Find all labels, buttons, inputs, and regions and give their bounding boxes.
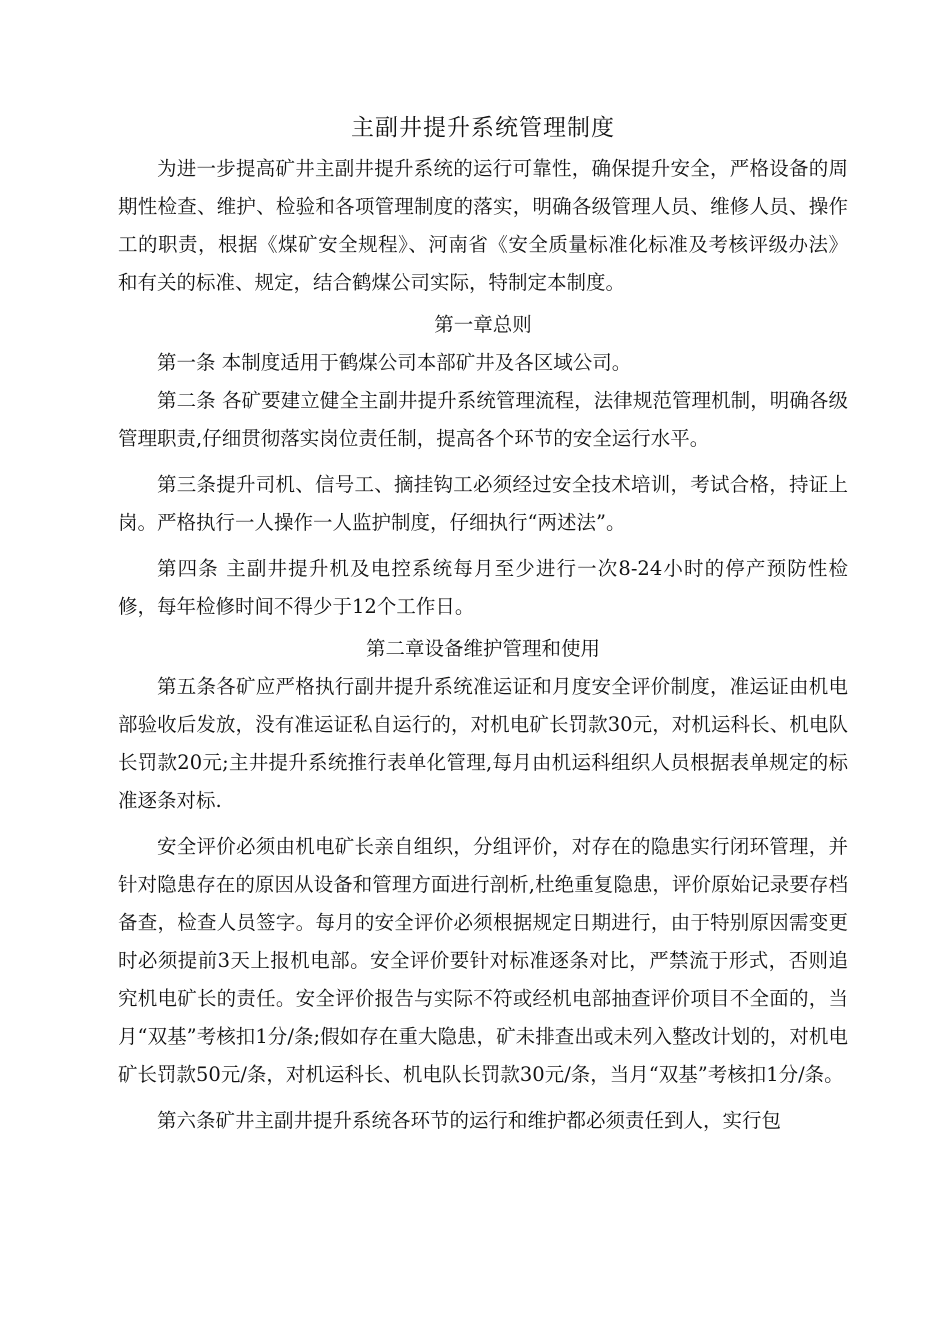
- chapter-2-heading: 第二章设备维护管理和使用: [365, 637, 600, 660]
- intro-paragraph: 为进一步提高矿井主副井提升系统的运行可靠性，确保提升安全，严格设备的周期性检查、维护、检验和各项管理制度的落实，明确各级管理人员、维修人员、操作工的职责，根据《煤矿安全规程》、河南省《安全质量标准化标准及考核评级办法》和有关的标准、规定，结合鹤煤公司实际，特制定本制度。: [118, 157, 848, 294]
- document-page: [118, 108, 848, 1140]
- document-title: 主副井提升系统管理制度: [351, 115, 615, 141]
- article-4: 第四条 主副井提升机及电控系统每月至少进行一次8-24小时的停产预防性检修，每年检修时间不得少于12个工作日。: [118, 557, 848, 618]
- safety-evaluation-paragraph: 安全评价必须由机电矿长亲自组织，分组评价，对存在的隐患实行闭环管理，并针对隐患存在的原因从设备和管理方面进行剖析,杜绝重复隐患，评价原始记录要存档备查，检查人员签字。每月的安全评价必须根据规定日期进行，由于特别原因需变更时必须提前3天上报机电部。安全评价要针对标准逐条对比，严禁流于形式，否则追究机电矿长的责任。安全评价报告与实际不符或经机电部抽查评价项目不全面的，当月“双基”考核扣1分/条;假如存在重大隐患，矿未排查出或未列入整改计划的，对机电矿长罚款50元/条，对机运科长、机电队长罚款30元/条，当月“双基”考核扣1分/条。: [118, 835, 848, 1086]
- article-5: 第五条各矿应严格执行副井提升系统准运证和月度安全评价制度，准运证由机电部验收后发放，没有准运证私自运行的，对机电矿长罚款30元，对机运科长、机电队长罚款20元;主井提升系统推行表单化管理,每月由机运科组织人员根据表单规定的标准逐条对标.: [118, 675, 848, 812]
- article-6: 第六条矿井主副井提升系统各环节的运行和维护都必须责任到人，实行包: [157, 1109, 782, 1132]
- article-3: 第三条提升司机、信号工、摘挂钩工必须经过安全技术培训，考试合格，持证上岗。严格执行一人操作一人监护制度，仔细执行“两述法”。: [118, 473, 848, 534]
- article-1: 第一条 本制度适用于鹤煤公司本部矿井及各区域公司。: [157, 351, 632, 374]
- chapter-1-heading: 第一章总则: [434, 313, 532, 336]
- article-2: 第二条 各矿要建立健全主副井提升系统管理流程，法律规范管理机制，明确各级管理职责,仔细贯彻落实岗位责任制，提高各个环节的安全运行水平。: [118, 389, 848, 450]
